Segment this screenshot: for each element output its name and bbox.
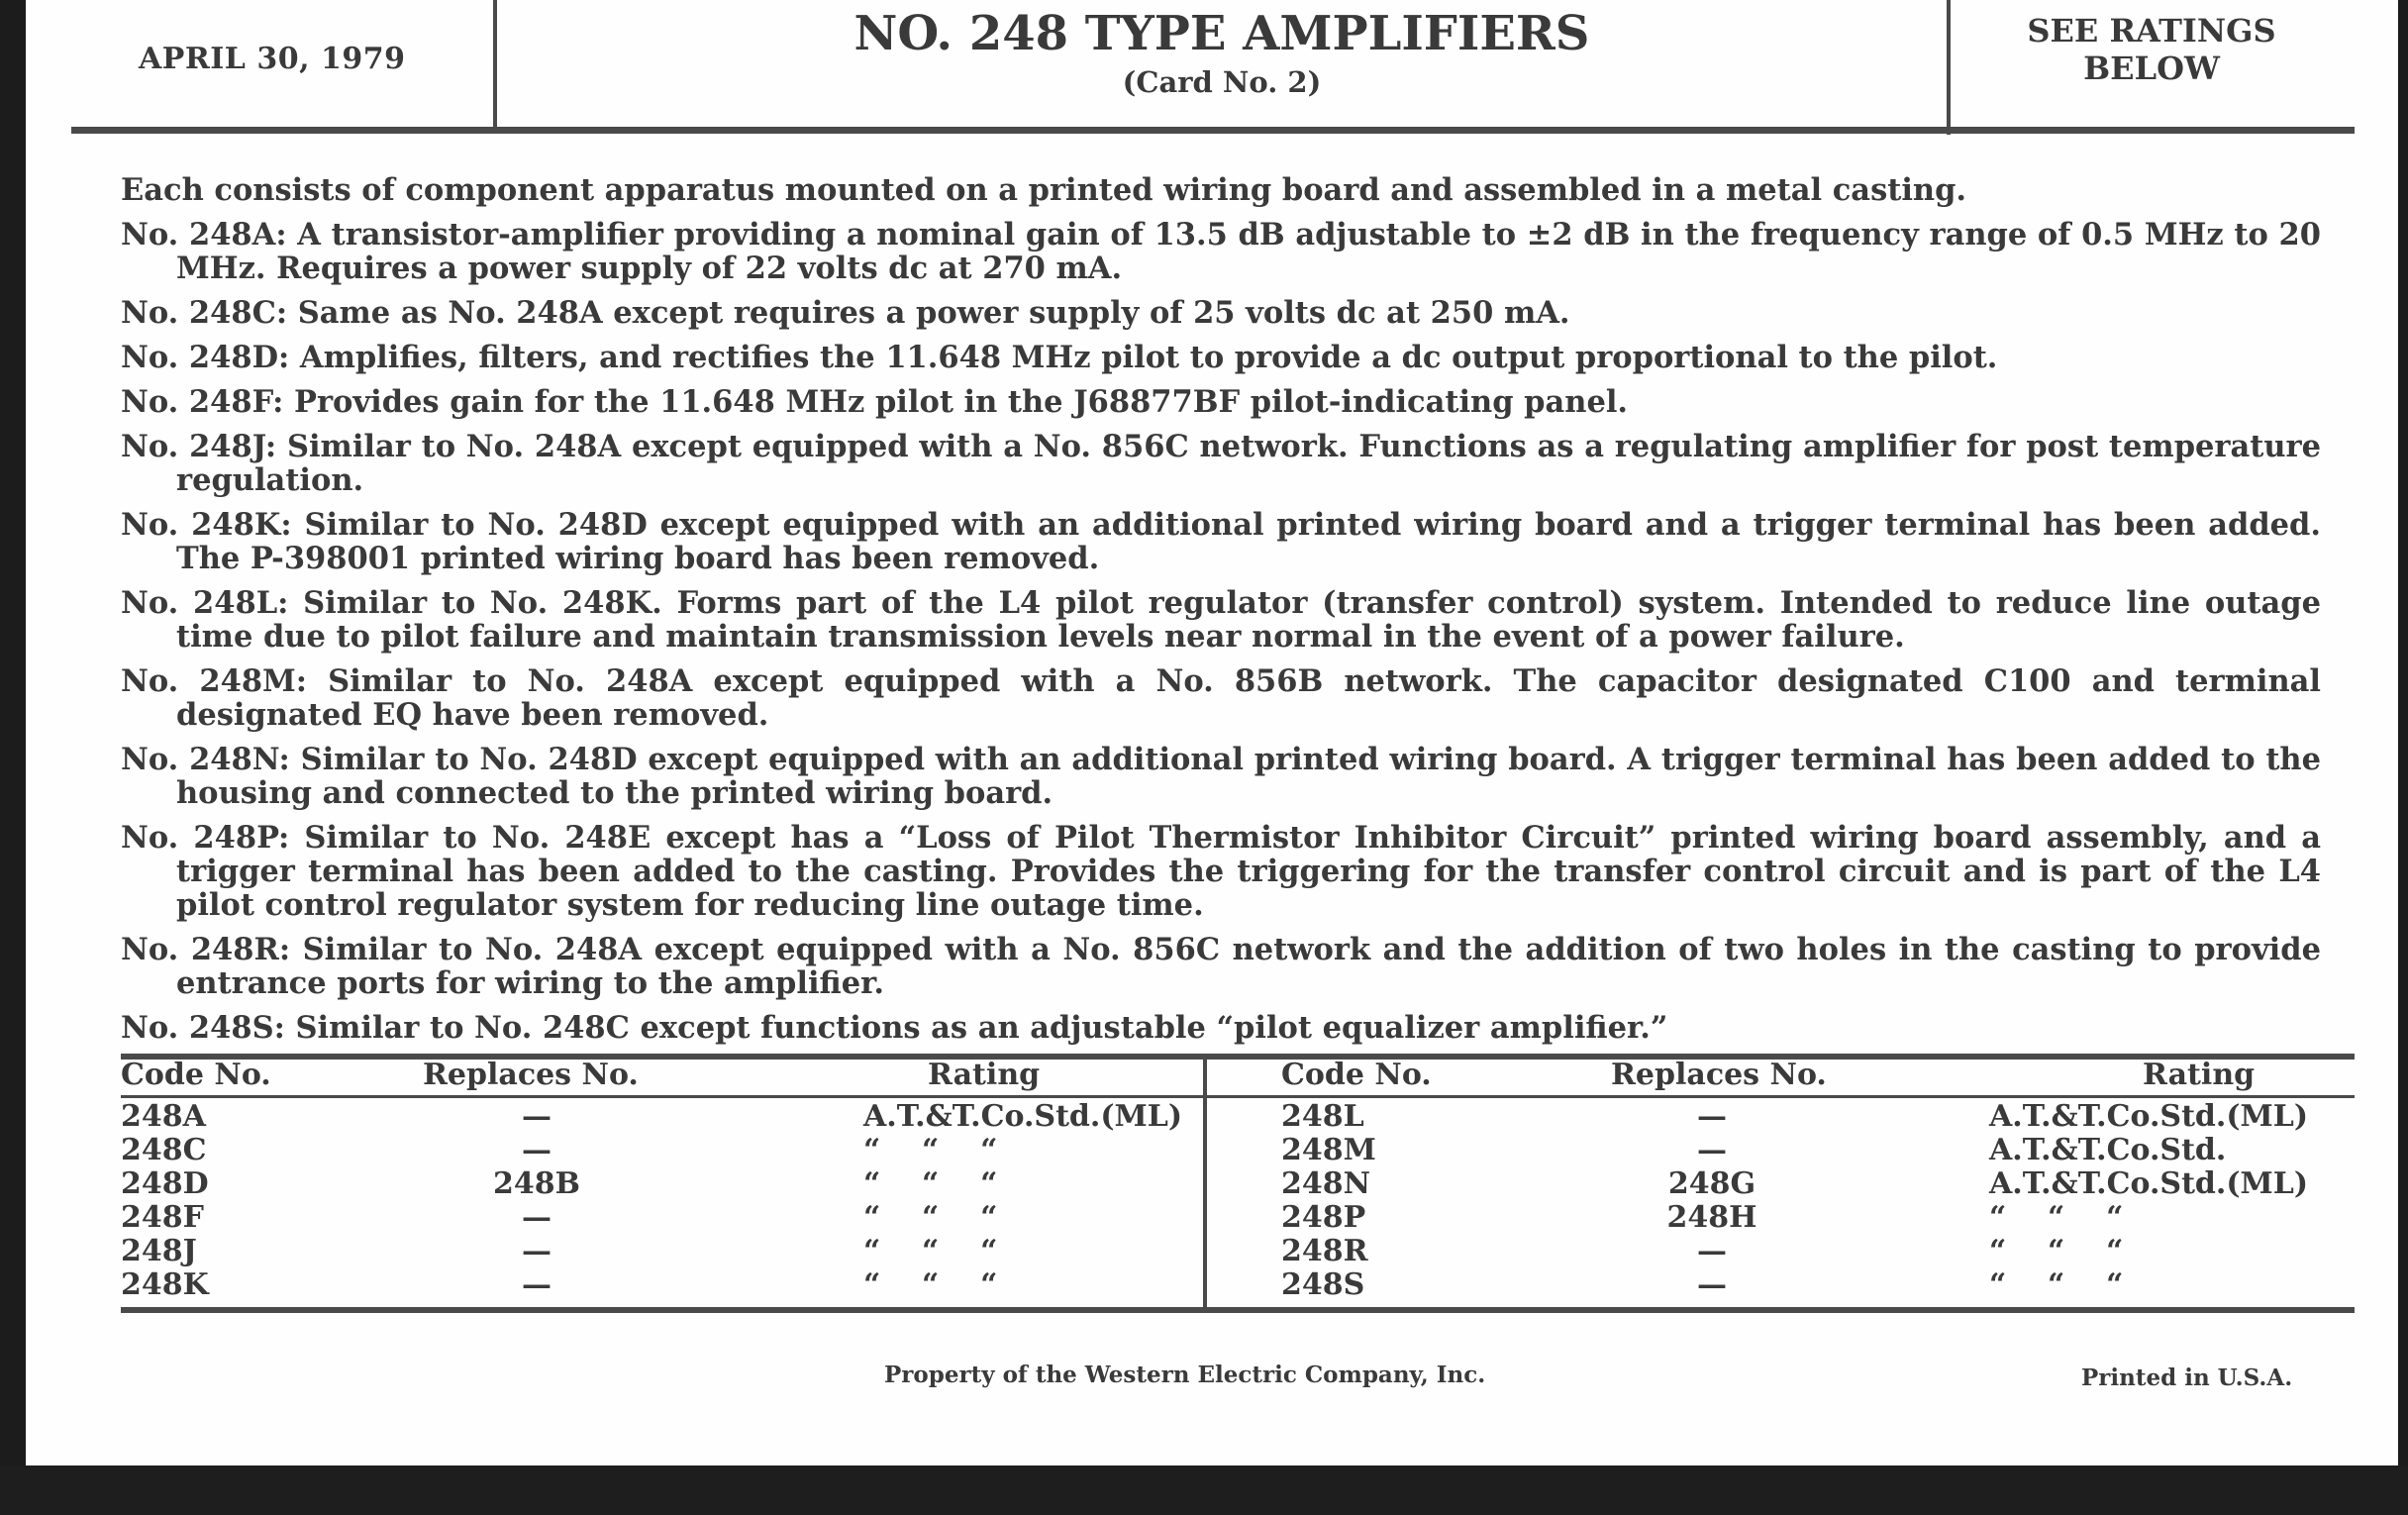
card-number: (Card No. 2) xyxy=(1122,65,1322,99)
col-header-code: Code No. xyxy=(1281,1058,1432,1092)
col-header-replaces: Replaces No. xyxy=(1611,1058,1827,1092)
printed-in-notice: Printed in U.S.A. xyxy=(2081,1364,2293,1391)
header-rule xyxy=(71,127,2355,134)
item-248P: No. 248P: Similar to No. 248E except has a “Loss of Pilot Thermistor Inhibitor Circuit” printed wiring board assembly, and a trigger terminal has been added to the casting. Provides the triggering for the transfer control circuit and is part of the L4 pilot control regulator system for reducing line outage time. xyxy=(121,820,2321,923)
table-cell-replaces: — xyxy=(522,1133,552,1167)
table-cell-replaces: — xyxy=(522,1099,552,1134)
table-cell-code: 248D xyxy=(121,1166,209,1201)
item-248S: No. 248S: Similar to No. 248C except functions as an adjustable “pilot equalizer amplifier.” xyxy=(121,1010,1668,1046)
table-cell-replaces: 248B xyxy=(493,1166,580,1201)
table-cell-code: 248L xyxy=(1281,1099,1364,1134)
table-cell-code: 248M xyxy=(1281,1133,1376,1167)
col-header-rating: Rating xyxy=(928,1058,1041,1092)
scan-border xyxy=(0,1465,2408,1515)
table-cell-rating: “ “ “ xyxy=(863,1200,998,1235)
table-cell-code: 248C xyxy=(121,1133,207,1167)
item-248N: No. 248N: Similar to No. 248D except equipped with an additional printed wiring board. A trigger terminal has been added to the housing and connected to the printed wiring board. xyxy=(121,742,2321,811)
table-cell-replaces: — xyxy=(1697,1234,1727,1268)
intro-paragraph: Each consists of component apparatus mounted on a printed wiring board and assembled in a metal casting. xyxy=(121,172,1967,208)
table-cell-code: 248P xyxy=(1281,1200,1366,1235)
table-cell-rating: “ “ “ xyxy=(863,1234,998,1268)
col-header-rating: Rating xyxy=(2143,1058,2256,1092)
table-cell-rating: A.T.&T.Co.Std.(ML) xyxy=(1989,1099,2309,1134)
table-cell-replaces: — xyxy=(522,1234,552,1268)
item-248A: No. 248A: A transistor-amplifier providing a nominal gain of 13.5 dB adjustable to ±2 dB in the frequency range of 0.5 MHz to 20 MHz. Requires a power supply of 22 volts dc at 270 mA. xyxy=(121,217,2321,286)
page-title: NO. 248 TYPE AMPLIFIERS xyxy=(853,6,1590,61)
item-248C: No. 248C: Same as No. 248A except requires a power supply of 25 volts dc at 250 mA. xyxy=(121,295,1570,331)
item-248K: No. 248K: Similar to No. 248D except equipped with an additional printed wiring board and a trigger terminal has been added. The P-398001 printed wiring board has been removed. xyxy=(121,507,2321,576)
item-248L: No. 248L: Similar to No. 248K. Forms part of the L4 pilot regulator (transfer control) system. Intended to reduce line outage time due to pilot failure and maintain transmission levels near normal in the event of a power failure. xyxy=(121,585,2321,655)
table-cell-code: 248N xyxy=(1281,1166,1371,1201)
table-cell-code: 248J xyxy=(121,1234,197,1268)
table-cell-replaces: — xyxy=(522,1200,552,1235)
ratings-note-line2: BELOW xyxy=(2083,50,2220,87)
table-cell-replaces: — xyxy=(1697,1099,1727,1134)
table-cell-code: 248A xyxy=(121,1099,206,1134)
table-cell-rating: “ “ “ xyxy=(863,1133,998,1167)
table-cell-code: 248F xyxy=(121,1200,204,1235)
table-cell-code: 248S xyxy=(1281,1267,1365,1302)
item-248J: No. 248J: Similar to No. 248A except equipped with a No. 856C network. Functions as a regulating amplifier for post temperature regulation. xyxy=(121,429,2321,498)
table-cell-rating: “ “ “ xyxy=(863,1267,998,1302)
table-cell-replaces: 248G xyxy=(1667,1166,1756,1201)
table-cell-rating: A.T.&T.Co.Std.(ML) xyxy=(863,1099,1183,1134)
item-248R: No. 248R: Similar to No. 248A except equipped with a No. 856C network and the addition of two holes in the casting to provide entrance ports for wiring to the amplifier. xyxy=(121,932,2321,1001)
table-cell-rating: “ “ “ xyxy=(1989,1267,2124,1302)
table-cell-code: 248R xyxy=(1281,1234,1368,1268)
table-cell-code: 248K xyxy=(121,1267,209,1302)
item-248D: No. 248D: Amplifies, filters, and rectifies the 11.648 MHz pilot to provide a dc output proportional to the pilot. xyxy=(121,340,1998,375)
ratings-note xyxy=(1949,12,2355,87)
table-cell-rating: “ “ “ xyxy=(863,1166,998,1201)
table-cell-rating: “ “ “ xyxy=(1989,1234,2124,1268)
ratings-note-line1: SEE RATINGS xyxy=(2027,12,2276,50)
item-248F: No. 248F: Provides gain for the 11.648 MHz pilot in the J68877BF pilot-indicating panel. xyxy=(121,384,1629,420)
table-cell-replaces: 248H xyxy=(1666,1200,1757,1235)
col-header-replaces: Replaces No. xyxy=(423,1058,639,1092)
table-cell-replaces: — xyxy=(1697,1267,1727,1302)
issue-date: APRIL 30, 1979 xyxy=(139,42,406,76)
description-body xyxy=(121,173,2321,1056)
col-header-code: Code No. xyxy=(121,1058,271,1092)
item-248M: No. 248M: Similar to No. 248A except equipped with a No. 856B network. The capacitor designated C100 and terminal designated EQ have been removed. xyxy=(121,663,2321,733)
codes-table-left xyxy=(121,1056,1203,1313)
table-cell-replaces: — xyxy=(1697,1133,1727,1167)
table-cell-rating: A.T.&T.Co.Std.(ML) xyxy=(1989,1166,2309,1201)
table-cell-replaces: — xyxy=(522,1267,552,1302)
codes-table-right xyxy=(1207,1056,2355,1313)
property-notice: Property of the Western Electric Company, Inc. xyxy=(884,1362,1486,1388)
table-cell-rating: A.T.&T.Co.Std. xyxy=(1989,1133,2227,1167)
table-cell-rating: “ “ “ xyxy=(1989,1200,2124,1235)
